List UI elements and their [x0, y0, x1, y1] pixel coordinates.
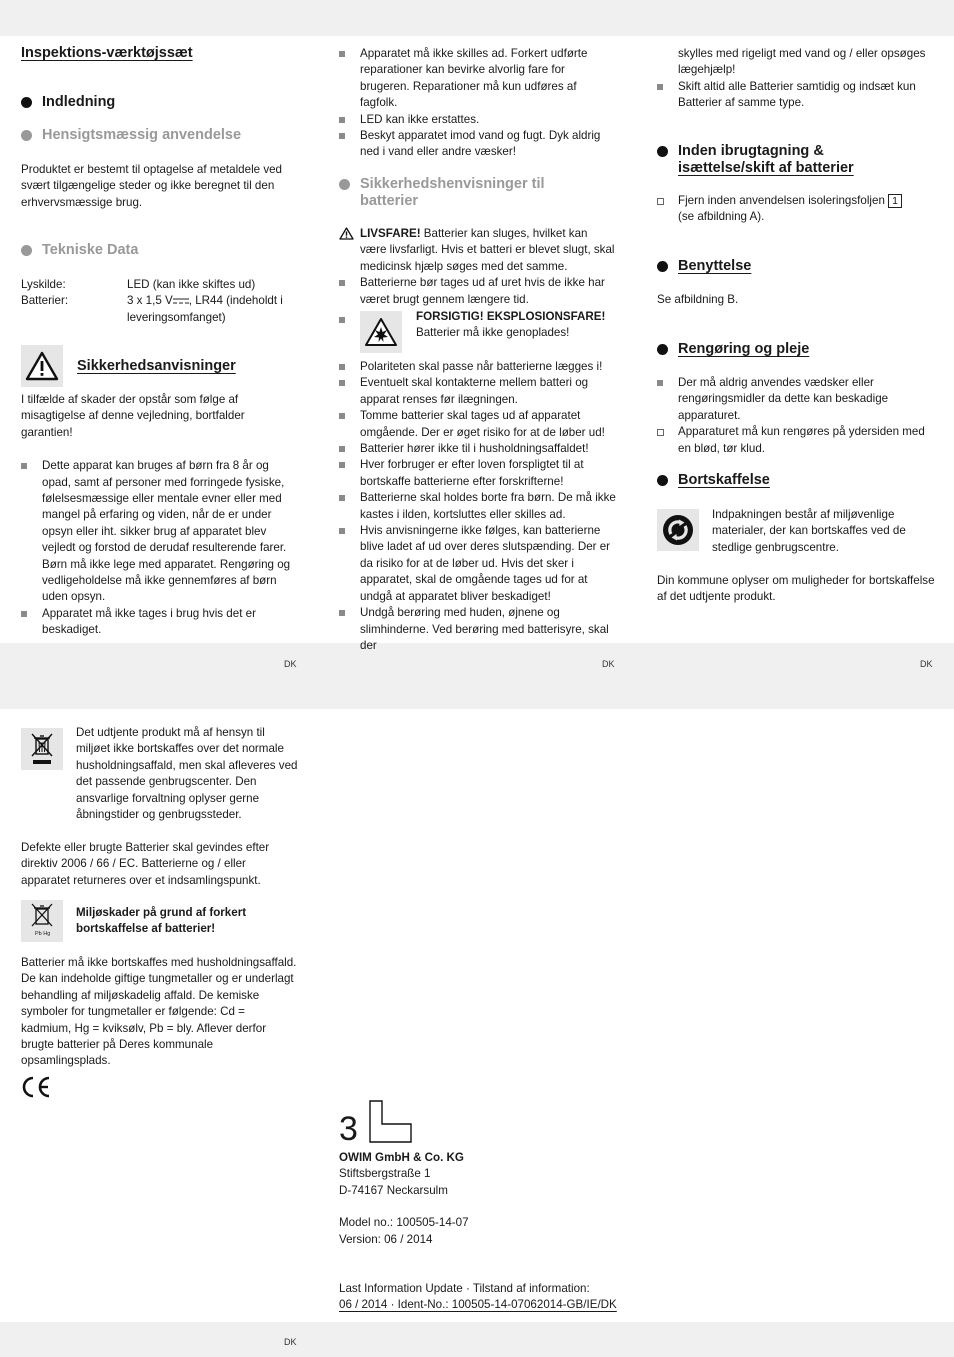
weee-bin-icon	[21, 728, 63, 770]
explosion-item	[339, 309, 616, 357]
safety-heading-wrap	[77, 357, 298, 375]
list-item: Undgå berøring med huden, øjnene og slimhinderne. Ved berøring med batterisyre, skal der	[339, 605, 616, 654]
bullet-square-icon	[339, 380, 345, 386]
model-number: Model no.: 100505-14-07	[339, 1216, 469, 1230]
list-item: Beskyt apparatet imod vand og fugt. Dyk aldrig ned i vand eller andre væsker!	[339, 128, 616, 161]
safety-section	[21, 392, 298, 639]
safety-intro: I tilfælde af skader der opstår som følge af misagtigelse af denne vejledning, bortfalder garantien!	[21, 393, 245, 439]
weee-text: Det udtjente produkt må af hensyn til miljøet ikke bortskaffes over det normale husholdningsaffald, men skal afleveres ved det passende genbrugscenter. Den ansvarlige forvaltning oplyser gerne åbningstider og genbrugssteder.	[76, 726, 298, 822]
recycling-icon	[657, 509, 699, 551]
explosion-text: Batterier må ikke genoplades!	[416, 326, 570, 340]
bullet-dot-icon	[657, 261, 668, 272]
page-label-1: DK	[284, 659, 297, 669]
battery-bullets	[339, 359, 616, 654]
bullet-dot-icon	[21, 97, 32, 108]
column-3	[657, 46, 937, 112]
intro-section	[21, 94, 298, 111]
figure-number-badge: 1	[888, 194, 902, 208]
update-line-2: 06 / 2014 · Ident-No.: 100505-14-07062014-GB/IE/DK	[339, 1298, 617, 1312]
column-2	[339, 46, 616, 161]
page-label-2: DK	[602, 659, 615, 669]
version: Version: 06 / 2014	[339, 1232, 433, 1246]
top-band	[0, 0, 954, 36]
battery-env-heading: Miljøskader på grund af forkert bortskaffelse af batterier!	[76, 906, 247, 936]
list-item: Tomme batterier skal tages ud af apparatet omgående. Der er øget risiko for at de løber ud!	[339, 408, 616, 441]
bullet-square-icon	[339, 462, 345, 468]
foldout-marker-icon	[369, 1100, 413, 1149]
intro-heading: Indledning	[21, 94, 298, 111]
bullet-square-icon	[339, 413, 345, 419]
tech-row-battery: Batterier: 3 x 1,5 V , LR44 (indeholdt i leveringsomfanget)	[21, 294, 283, 324]
safety-heading: Sikkerhedsanvisninger	[77, 358, 236, 374]
setup-heading: Inden ibrugtagning & isættelse/skift af batterier	[657, 143, 937, 177]
bullet-square-icon	[339, 528, 345, 534]
list-item: Polariteten skal passe når batterierne lægges i!	[339, 359, 616, 375]
bullet-square-icon	[21, 611, 27, 617]
explosion-icon	[360, 311, 402, 353]
bullet-square-icon	[339, 364, 345, 370]
use-text: Se afbildning B.	[657, 293, 739, 306]
danger-item: LIVSFARE! Batterier kan sluges, hvilket kan være livsfarligt. Hvis et batteri er blevet slugt, skal medicinsk hjælp søges med det samme.	[339, 226, 616, 275]
tech-heading: Tekniske Data	[21, 242, 298, 259]
list-item: Apparatet må ikke tages i brug hvis det er beskadiget.	[21, 606, 298, 639]
city: D-74167 Neckarsulm	[339, 1183, 448, 1197]
tech-table	[21, 277, 298, 326]
list-item: Der må aldrig anvendes vædsker eller rengøringsmidler da dette kan beskadige apparaturet.	[657, 375, 937, 424]
bullet-square-icon	[339, 446, 345, 452]
list-item: Fjern inden anvendelsen isoleringsfoljen 1 (se afbildning A).	[657, 193, 937, 226]
list-item: Dette apparat kan bruges af børn fra 8 år og opad, samt af personer med forringede fysiske, følelsesmæssige eller mentale evner eller med mangel på erfaring og viden, når de er under opsyn eller iht. sikker brug af apparatet blev vejledt og forstod de derudaf resulterende farer. Børn må ikke lege med apparatet. Rengøring og vedligeholdelse må ikke gennemføres af børn uden opsyn.	[21, 458, 298, 606]
continued-text: skylles med rigeligt med vand og / eller opsøges lægehjælp!	[678, 47, 926, 77]
disposal-text: Indpakningen består af miljøvenlige materialer, der kan bortskaffes ved de stedlige genbrugscentre.	[712, 508, 906, 554]
bullet-dot-icon	[21, 245, 32, 256]
bullet-square-icon	[339, 317, 345, 323]
bottom-band	[0, 1322, 954, 1357]
list-item: Apparaturet må kun rengøres på ydersiden med en blød, tør klud.	[657, 424, 937, 457]
bullet-square-icon	[339, 117, 345, 123]
page-label-4: DK	[284, 1337, 297, 1347]
list-item: Eventuelt skal kontakterne mellem batteri og apparat renses før ilægningen.	[339, 375, 616, 408]
bullet-dot-icon	[21, 130, 32, 141]
bullet-square-icon	[657, 380, 663, 386]
dc-symbol-icon	[173, 297, 189, 305]
use-heading: Benyttelse	[657, 258, 937, 275]
battery-bin-icon	[21, 900, 63, 942]
bullet-dot-icon	[657, 344, 668, 355]
ce-mark-icon	[21, 1075, 53, 1104]
list-item: Skift altid alle Batterier samtidig og indsæt kun Batterier af samme type.	[657, 79, 937, 112]
care-section	[657, 341, 937, 457]
battery-safety-heading: Sikkerhedshenvisninger til batterier	[339, 176, 569, 210]
battery-safety-heading-wrap	[339, 176, 569, 210]
bullet-dot-icon	[657, 475, 668, 486]
list-item: Hvis anvisningerne ikke følges, kan batterierne blive ladet af ud over deres slutspænding. Der er da risiko for at de løber ud. Hvis det sker i apparatet, skal de omgående tages ud for at undgå at apparatet bliver beskadiget!	[339, 523, 616, 605]
directive-text: Defekte eller brugte Batterier skal gevindes efter direktiv 2006 / 66 / EC. Batterierne og / eller apparatet returneres over et indsamlingspunkt.	[21, 841, 270, 887]
tech-section	[21, 242, 298, 326]
list-item: Apparatet må ikke skilles ad. Forkert udførte reparationer kan bevirke alvorlig fare for brugeren. Reparationer må kun udføres af fagfolk.	[339, 46, 616, 112]
setup-section	[657, 143, 937, 226]
warning-small-icon	[339, 227, 354, 240]
bullet-open-square-icon	[657, 198, 664, 205]
safety-list	[21, 458, 298, 638]
bullet-square-icon	[657, 84, 663, 90]
bullet-square-icon	[339, 133, 345, 139]
battery-env-text: Batterier må ikke bortskaffes med husholdningsaffald. De kan indeholde giftige tungmetaller og er underlagt behandling af miljøskadelig affald. De kemiske symboler for tungmetaller er følgende: Cd = kadmium, Hg = kviksølv, Pb = bly. Aflever derfor brugte batterier på Deres kommunale opsamlingsplads.	[21, 956, 297, 1068]
list-item: Hver forbruger er efter loven forspligtet til at bortskaffe batterierne efter forskrifterne!	[339, 457, 616, 490]
disposal-text-2: Din kommune oplyser om muligheder for bortskaffelse af det udtjente produkt.	[657, 574, 935, 604]
company-name: OWIM GmbH & Co. KG	[339, 1151, 464, 1164]
list-item: LED kan ikke erstattes.	[339, 112, 616, 128]
bullet-dot-icon	[339, 179, 350, 190]
care-heading: Rengøring og pleje	[657, 341, 937, 358]
warning-icon	[21, 345, 63, 387]
page-label-3: DK	[920, 659, 933, 669]
street: Stiftsbergstraße 1	[339, 1167, 431, 1181]
list-item: Batterier hører ikke til i husholdningsaffaldet!	[339, 441, 616, 457]
bullet-square-icon	[339, 51, 345, 57]
bullet-square-icon	[21, 463, 27, 469]
purpose-section	[21, 127, 298, 211]
bullet-square-icon	[339, 610, 345, 616]
use-section	[657, 258, 937, 308]
document-title: Inspektions-værktøjssæt	[21, 45, 193, 61]
battery-safety-list	[339, 226, 616, 308]
imprint	[339, 1150, 639, 1314]
purpose-heading: Hensigtsmæssig anvendelse	[21, 127, 298, 144]
purpose-text: Produktet er bestemt til optagelse af metaldele ved svært tilgængelige steder og ikke beregnet til den erhvervsmæssige brug.	[21, 163, 283, 209]
column-1	[21, 44, 298, 62]
explosion-label: FORSIGTIG! EKSPLOSIONSFARE!	[416, 310, 606, 323]
disposal-section	[657, 472, 937, 489]
pb-hg-label: Pb Hg	[35, 931, 51, 937]
page-number: 3	[339, 1110, 358, 1148]
list-item: Batterierne skal holdes borte fra børn. De må ikke kastes i ilden, kortsluttes eller skilles ad.	[339, 490, 616, 523]
list-item: Batterierne bør tages ud af uret hvis de ikke har været brugt gennem længere tid.	[339, 275, 616, 308]
bullet-open-square-icon	[657, 429, 664, 436]
tech-row-light: Lyskilde: LED (kan ikke skiftes ud)	[21, 278, 256, 291]
update-line-1: Last Information Update · Tilstand af information:	[339, 1282, 590, 1296]
bullet-dot-icon	[657, 146, 668, 157]
disposal-heading: Bortskaffelse	[657, 472, 937, 489]
bullet-square-icon	[339, 495, 345, 501]
bullet-square-icon	[339, 280, 345, 286]
